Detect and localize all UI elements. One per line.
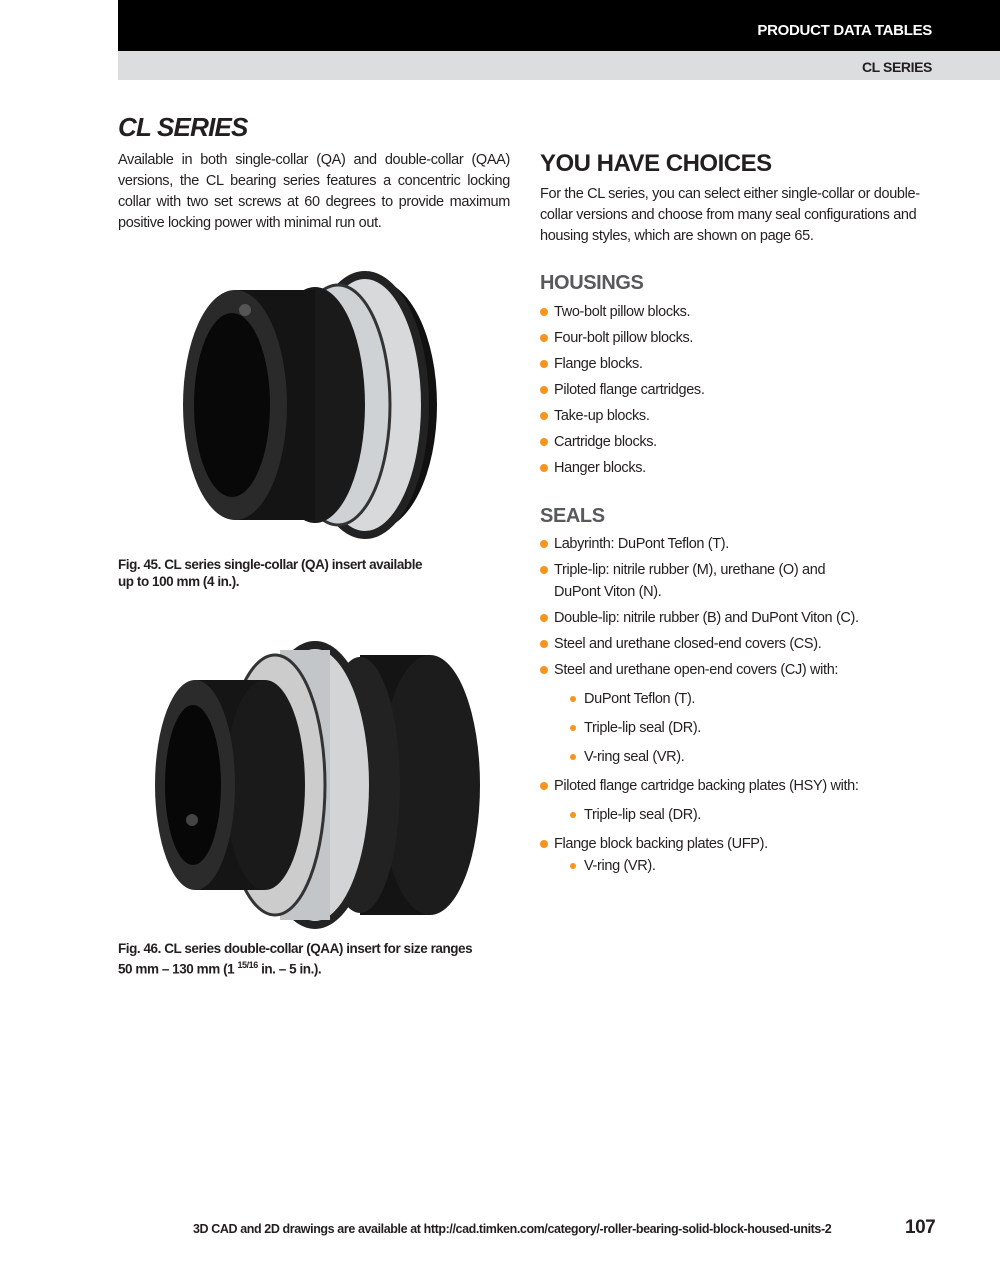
sub-list-item: Triple-lip seal (DR). (540, 804, 860, 826)
header-bar (118, 0, 1000, 51)
caption-text: 50 mm – 130 mm (1 (118, 961, 238, 977)
list-item: Flange block backing plates (UFP). (540, 833, 954, 855)
caption-line: up to 100 mm (4 in.). (118, 574, 240, 589)
list-item: Piloted flange cartridge backing plates (HSY) with: (540, 775, 954, 797)
list-item: Piloted flange cartridges. (540, 379, 940, 401)
list-item: Steel and urethane open-end covers (CJ) with: (540, 659, 954, 681)
sub-list-item: DuPont Teflon (T). (540, 688, 860, 710)
list-item: Labyrinth: DuPont Teflon (T). (540, 533, 860, 555)
list-item: Two-bolt pillow blocks. (540, 301, 940, 323)
fig46-caption (118, 940, 538, 978)
choices-paragraph: For the CL series, you can select either single-collar or double-collar versions and choose from many seal configurations and housing styles, which are shown on page 65. (540, 186, 920, 244)
caption-line: Fig. 45. CL series single-collar (QA) insert available (118, 557, 423, 572)
caption-text: in. – 5 in.). (257, 961, 322, 977)
seals-heading: SEALS (540, 505, 605, 527)
seals-list (540, 533, 860, 884)
sub-list-item: Triple-lip seal (DR). (540, 717, 860, 739)
double-collar-bearing-image (150, 635, 480, 930)
page-number: 107 (905, 1217, 936, 1238)
list-item: Steel and urethane closed-end covers (CS). (540, 633, 954, 655)
housings-heading: HOUSINGS (540, 272, 644, 294)
single-collar-bearing-image (160, 255, 460, 555)
sub-list-item: V-ring (VR). (540, 855, 860, 877)
choices-heading: YOU HAVE CHOICES (540, 150, 772, 177)
fraction: 15/16 (237, 960, 258, 970)
list-item: Four-bolt pillow blocks. (540, 327, 940, 349)
caption-line (118, 957, 538, 978)
fig45-caption (118, 556, 498, 590)
footer-note: 3D CAD and 2D drawings are available at http://cad.timken.com/category/-roller-bearing-solid-block-housed-units-2 (193, 1222, 832, 1236)
list-item: Flange blocks. (540, 353, 940, 375)
list-item: Cartridge blocks. (540, 431, 940, 453)
intro-paragraph: Available in both single-collar (QA) and double-collar (QAA) versions, the CL bearing series features a concentric locking collar with two set screws at 60 degrees to provide maximum positive locking power with minimal run out. (118, 152, 510, 231)
list-item: Triple-lip: nitrile rubber (M), urethane (O) and DuPont Viton (N). (540, 559, 860, 603)
list-item: Hanger blocks. (540, 457, 940, 479)
list-item: Double-lip: nitrile rubber (B) and DuPont Viton (C). (540, 607, 954, 629)
subheader-bar (118, 51, 1000, 80)
caption-line: Fig. 46. CL series double-collar (QAA) insert for size ranges (118, 941, 473, 956)
page-title: CL SERIES (118, 112, 248, 142)
list-item: Take-up blocks. (540, 405, 940, 427)
sub-list-item: V-ring seal (VR). (540, 746, 860, 768)
subsection-title: CL SERIES (861, 59, 932, 75)
section-title: PRODUCT DATA TABLES (757, 22, 932, 39)
housings-list (540, 301, 940, 483)
